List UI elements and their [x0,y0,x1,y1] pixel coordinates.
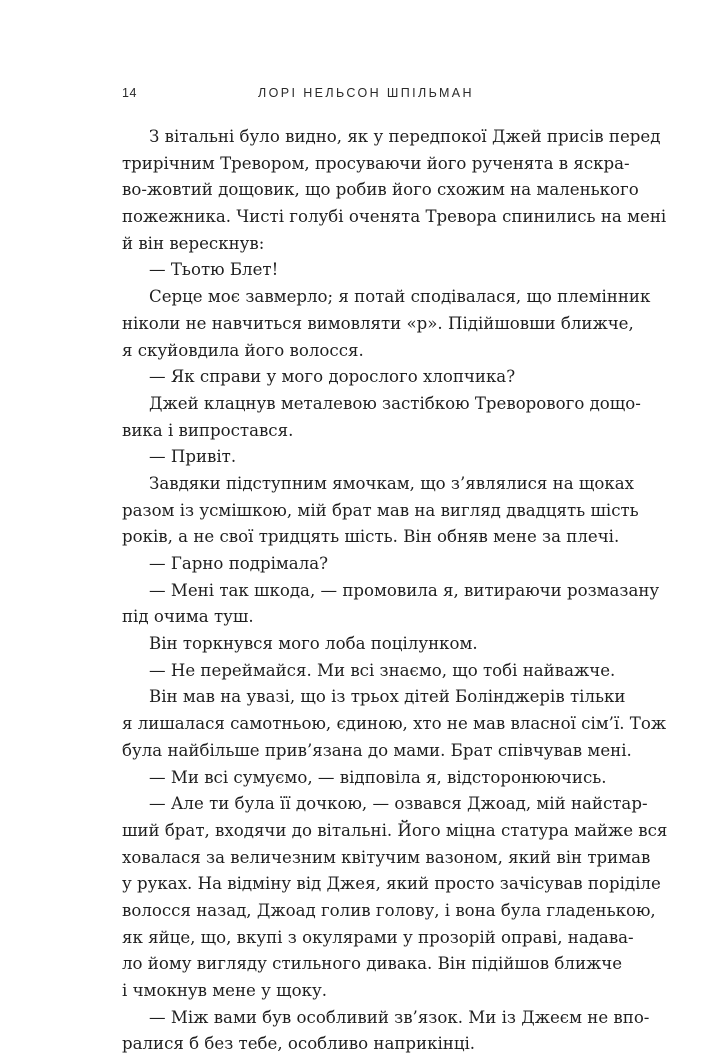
text-line: — Тьотю Блет! [149,260,279,280]
text-line: — Але ти була її дочкою, — озвався Джоад, мій найстар- [149,794,648,814]
text-line: я скуйовдила його волосся. [122,340,364,360]
text-line: вика і випростався. [122,420,294,440]
text-line: я лишалася самотньою, єдиною, хто не мав власної сім’ї. Тож [122,714,667,734]
text-line: во-жовтий дощовик, що робив його схожим на маленького [122,180,639,200]
text-body [122,124,668,1058]
text-line: З вітальні було видно, як у передпокої Джей присів перед [149,127,661,146]
text-line: — Гарно подрімала? [149,554,329,573]
page-number: 14 [122,86,137,100]
text-line: у руках. На відміну від Джея, який просто зачісував поріділе [122,874,661,894]
text-line: і чмокнув мене у щоку. [122,981,328,1000]
text-line: Він торкнувся мого лоба поцілунком. [149,634,478,654]
text-line: Завдяки підступним ямочкам, що з’являлися на щоках [149,473,634,493]
text-line: Серце моє завмерло; я потай сподівалася, що племінник [149,287,651,307]
text-line: Він мав на увазі, що із трьох дітей Болінджерів тільки [149,687,626,707]
text-line: й він верескнув: [122,233,265,253]
text-line: ралися б без тебе, особливо наприкінці. [122,1034,476,1054]
text-line: волосся назад, Джоад голив голову, і вона була гладенькою, [122,900,656,920]
text-line: — Привіт. [149,447,237,467]
text-line: Джей клацнув металевою застібкою Треворового дощо- [149,393,641,413]
text-line: — Як справи у мого дорослого хлопчика? [149,367,516,387]
book-author: ЛОРІ НЕЛЬСОН ШПІЛЬМАН [258,86,474,100]
text-line: — Ми всі сумуємо, — відповіла я, відсторонюючись. [149,767,607,787]
text-line: пожежника. Чисті голубі оченята Тревора спинились на мені [122,207,667,227]
text-line: як яйце, що, вкупі з окулярами у прозорій оправі, надава- [122,927,634,947]
text-line: була найбільше прив’язана до мами. Брат співчував мені. [122,740,632,760]
text-line: — Мені так шкода, — промовила я, витираючи розмазану [149,580,660,600]
text-line: трирічним Тревором, просуваючи його рученята в яскра- [122,153,630,173]
text-line: — Між вами був особливий зв’язок. Ми із Джеєм не впо- [149,1007,650,1027]
text-line: ло йому вигляду стильного дивака. Він підійшов ближче [122,954,623,974]
text-line: під очима туш. [122,607,254,627]
text-line: ший брат, входячи до вітальні. Його міцна статура майже вся [122,820,668,840]
text-line: разом із усмішкою, мій брат мав на вигляд двадцять шість [122,500,639,520]
text-line: років, а не свої тридцять шість. Він обняв мене за плечі. [122,527,620,547]
running-header [122,86,610,106]
text-line: ніколи не навчиться вимовляти «р». Підійшовши ближче, [122,313,634,333]
text-line: ховалася за величезним квітучим вазоном, який він тримав [122,847,651,867]
text-line: — Не переймайся. Ми всі знаємо, що тобі найважче. [149,660,616,680]
